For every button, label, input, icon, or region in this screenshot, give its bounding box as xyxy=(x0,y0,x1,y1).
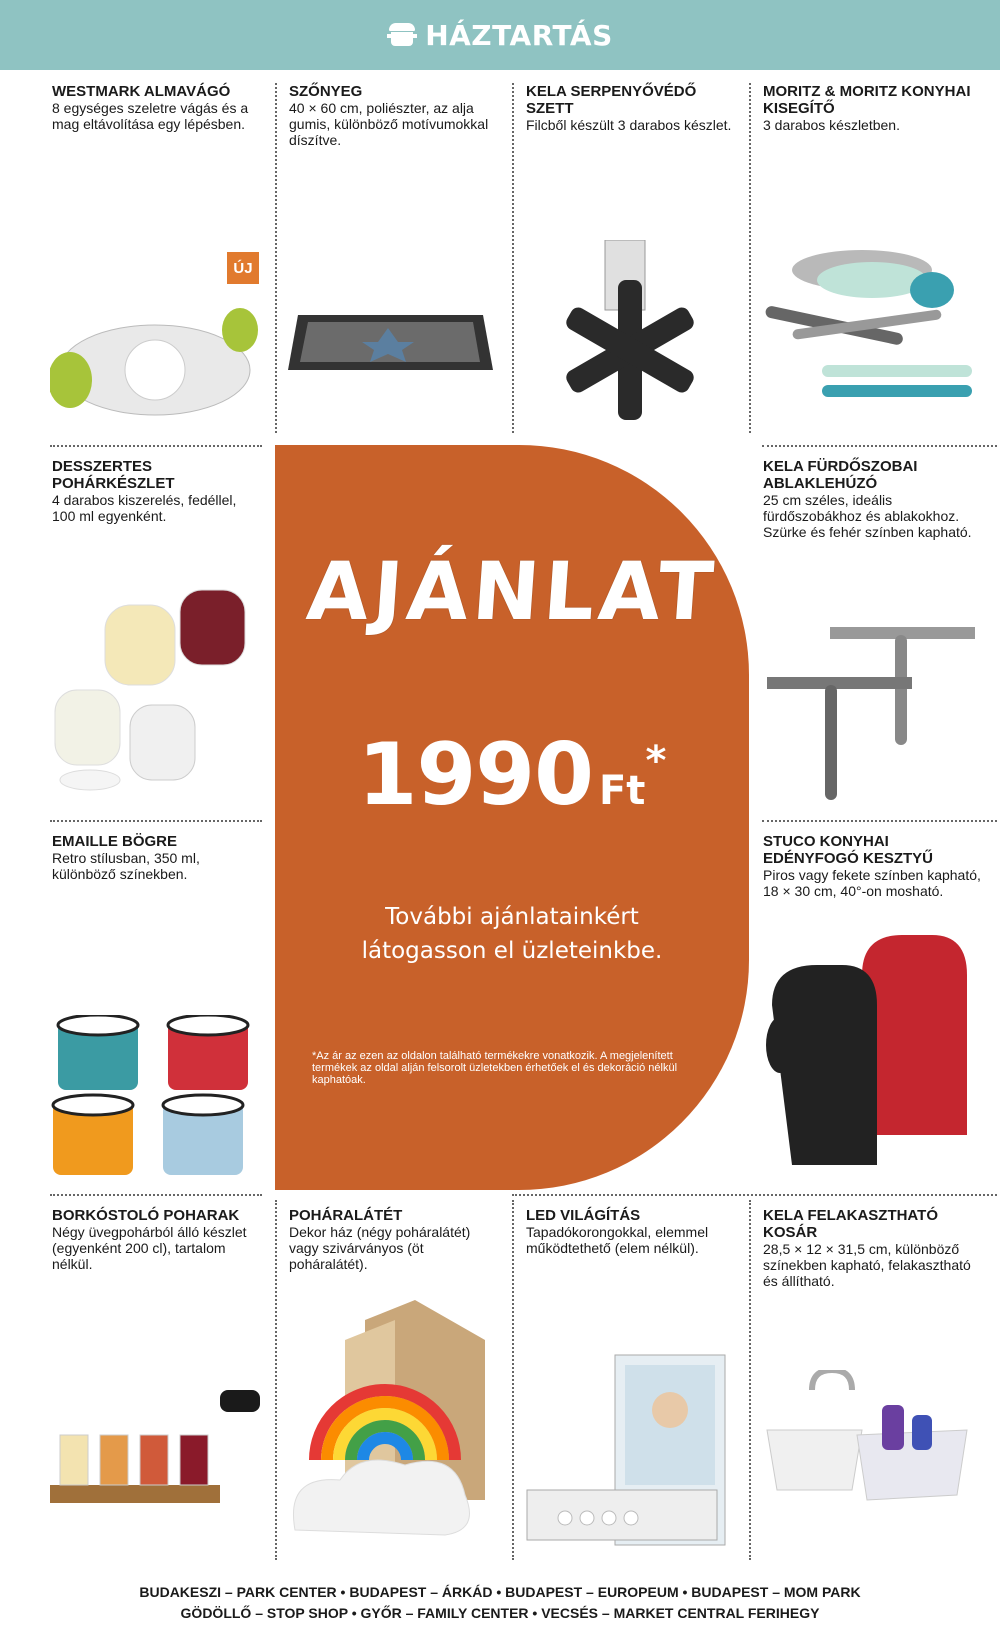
store-list xyxy=(0,1582,1000,1624)
squeegee-image xyxy=(765,625,990,805)
product-card xyxy=(42,83,272,132)
pot-icon xyxy=(387,23,417,47)
pan-protector-image xyxy=(540,240,720,430)
price-amount: 1990 xyxy=(357,725,593,825)
product-card xyxy=(753,83,993,133)
apple-slicer-image xyxy=(50,300,260,430)
section-title: HÁZTARTÁS xyxy=(425,18,613,52)
new-badge: ÚJ xyxy=(227,252,259,284)
product-description: 3 darabos készletben. xyxy=(763,117,900,133)
divider xyxy=(749,1200,751,1560)
offer-title: AJÁNLAT xyxy=(303,545,721,638)
product-name: KELA FÜRDŐSZOBAI ABLAKLEHÚZÓ xyxy=(763,458,918,492)
divider xyxy=(50,445,262,447)
offer-footnote: *Az ár az ezen az oldalon található termékekre vonatkozik. A megjelenített termékek az oldal alján felsorolt üzletekben érhetőek el és dekoráció nélkül kaphatóak. xyxy=(312,1050,678,1086)
offer-more-line: látogasson el üzleteinkbe. xyxy=(361,938,663,964)
offer-panel xyxy=(275,445,749,1190)
oven-mitts-image xyxy=(762,935,977,1180)
product-description: 8 egységes szeletre vágás és a mag eltávolítása egy lépésben. xyxy=(52,100,249,132)
product-card xyxy=(753,1207,993,1289)
product-name: WESTMARK ALMAVÁGÓ xyxy=(52,83,231,100)
product-description: Tapadókorongokkal, elemmel működtethető (elem nélkül). xyxy=(526,1224,709,1256)
product-card xyxy=(42,833,272,882)
divider xyxy=(50,820,262,822)
divider xyxy=(762,820,997,822)
product-name: BORKÓSTOLÓ POHARAK xyxy=(52,1207,240,1224)
divider xyxy=(275,83,277,433)
price-asterisk: * xyxy=(645,738,667,784)
product-name: MORITZ & MORITZ KONYHAI KISEGÍTŐ xyxy=(763,83,971,117)
coaster-image xyxy=(285,1300,500,1555)
divider xyxy=(512,1194,997,1196)
product-card xyxy=(516,83,746,133)
product-name: STUCO KONYHAI EDÉNYFOGÓ KESZTYŰ xyxy=(763,833,934,867)
divider xyxy=(275,1200,277,1560)
product-description: 40 × 60 cm, poliészter, az alja gumis, különböző motívumokkal díszítve. xyxy=(289,100,489,148)
product-card xyxy=(42,458,272,524)
section-header xyxy=(0,0,1000,70)
offer-price xyxy=(275,725,749,825)
store-list-line: GÖDÖLLŐ – STOP SHOP • GYŐR – FAMILY CENTER • VECSÉS – MARKET CENTRAL FERIHEGY xyxy=(180,1605,820,1621)
product-name: POHÁRALÁTÉT xyxy=(289,1207,403,1224)
product-card xyxy=(42,1207,272,1272)
product-description: Retro stílusban, 350 ml, különböző színekben. xyxy=(52,850,200,882)
product-name: DESSZERTES POHÁRKÉSZLET xyxy=(52,458,175,492)
price-currency: Ft xyxy=(598,768,646,814)
dessert-glasses-image xyxy=(50,575,260,810)
product-description: Piros vagy fekete színben kapható, 18 × 30 cm, 40°-on mosható. xyxy=(763,867,981,899)
divider xyxy=(762,445,997,447)
rug-image xyxy=(288,310,498,375)
hanging-basket-image xyxy=(762,1370,977,1510)
product-description: Négy üvegpohárból álló készlet (egyenként 200 cl), tartalom nélkül. xyxy=(52,1224,247,1272)
product-description: 25 cm széles, ideális fürdőszobákhoz és ablakokhoz. Szürke és fehér színben kapható. xyxy=(763,492,972,540)
product-card xyxy=(753,458,998,540)
led-mirror-light-image xyxy=(525,1350,740,1555)
product-name: EMAILLE BÖGRE xyxy=(52,833,178,850)
product-card xyxy=(279,83,509,148)
product-card xyxy=(516,1207,746,1256)
wine-glasses-image xyxy=(50,1385,265,1510)
product-name: KELA SERPENYŐVÉDŐ SZETT xyxy=(526,83,697,117)
product-name: KELA FELAKASZTHATÓ KOSÁR xyxy=(763,1207,938,1241)
offer-more-line: További ajánlatainkért xyxy=(385,904,639,930)
product-description: Filcből készült 3 darabos készlet. xyxy=(526,117,732,133)
product-name: SZŐNYEG xyxy=(289,83,363,100)
divider xyxy=(512,1200,514,1560)
divider xyxy=(50,1194,262,1196)
enamel-mugs-image xyxy=(50,1015,265,1180)
offer-more-text xyxy=(275,900,749,968)
divider xyxy=(512,83,514,433)
store-list-line: BUDAKESZI – PARK CENTER • BUDAPEST – ÁRKÁD • BUDAPEST – EUROPEUM • BUDAPEST – MOM PARK xyxy=(139,1584,861,1600)
kitchen-tools-image xyxy=(762,245,977,415)
product-name: LED VILÁGÍTÁS xyxy=(526,1207,641,1224)
product-description: 4 darabos kiszerelés, fedéllel, 100 ml egyenként. xyxy=(52,492,237,524)
product-card xyxy=(753,833,993,899)
product-description: 28,5 × 12 × 31,5 cm, különböző színekben kapható, felakasztható és állítható. xyxy=(763,1241,971,1289)
divider xyxy=(749,83,751,433)
product-description: Dekor ház (négy poháralátét) vagy szivárványos (öt poháralátét). xyxy=(289,1224,471,1272)
product-card xyxy=(279,1207,509,1272)
